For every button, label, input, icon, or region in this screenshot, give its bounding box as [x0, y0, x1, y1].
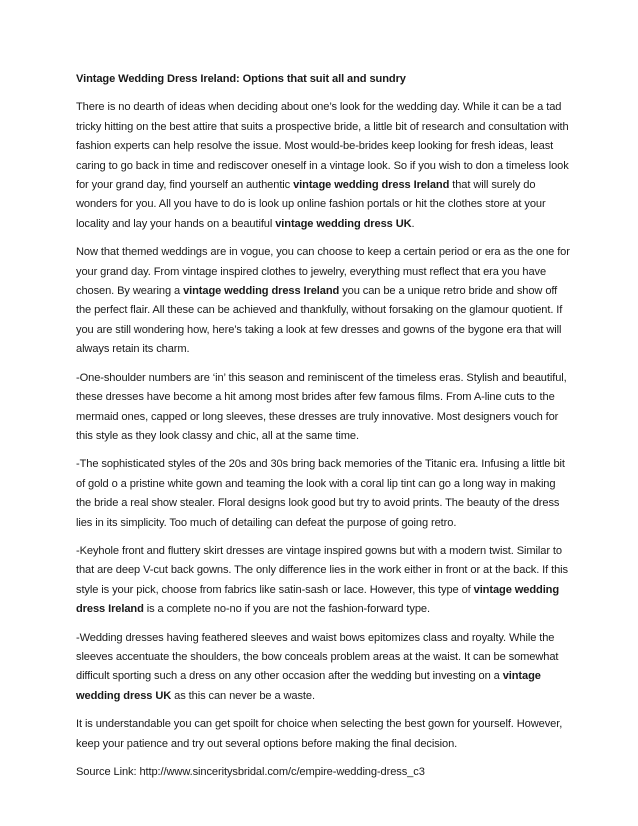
document-body [76, 70, 570, 791]
keyword-vintage-wedding-dress-ireland: vintage wedding dress Ireland [183, 285, 340, 298]
paragraph-text: Now that themed weddings are in vogue, you can choose to keep a certain period or era as the one for your grand day. From vintage inspired clothes to jewelry, everything must reflect that era you have chosen. By wearing a [76, 246, 570, 298]
document-title: Vintage Wedding Dress Ireland: Options that suit all and sundry [76, 73, 406, 85]
paragraph-20s-30s-styles: -The sophisticated styles of the 20s and 30s bring back memories of the Titanic era. Infusing a little bit of gold o a pristine white gown and teaming the look with a coral lip tint can go a long way in making the bride a real show stealer. Floral designs look good but try to avoid prints. The beauty of the dress lies in its simplicity. Too much of detailing can defeat the purpose of going retro. [76, 458, 565, 529]
paragraph-text: as this can never be a waste. [171, 689, 315, 702]
paragraph-intro [76, 98, 570, 234]
keyword-vintage-wedding-dress-ireland: vintage wedding dress Ireland [76, 583, 560, 616]
paragraph-text: you can be a unique retro bride and show off the perfect flair. All these can be achieved and thankfully, without forsaking on the glamour quotient. If you are still wondering how, here’s taking a look at few dresses and gowns of the bygone era that will always retain its charm. [76, 285, 563, 356]
paragraph-text: There is no dearth of ideas when deciding about one’s look for the wedding day. While it can be a tad tricky hitting on the best attire that suits a prospective bride, a little bit of research and consultation with fashion experts can help resolve the issue. Most would-be-brides keep looking for fresh ideas, least caring to go back in time and rediscover oneself in a vintage look. So if you wish to don a timeless look for your grand day, find yourself an authentic [76, 101, 569, 192]
paragraph-themed-weddings [76, 243, 570, 359]
keyword-vintage-wedding-dress-uk: vintage wedding dress UK [275, 217, 412, 230]
paragraph-text: is a complete no-no if you are not the fashion-forward type. [143, 603, 430, 616]
paragraph-conclusion: It is understandable you can get spoilt for choice when selecting the best gown for yourself. However, keep your patience and try out several options before making the final decision. [76, 718, 563, 750]
keyword-vintage-wedding-dress-uk: vintage wedding dress UK [76, 670, 541, 702]
paragraph-feathered-sleeves [76, 629, 570, 707]
paragraph-text: that will surely do wonders for you. All you have to do is look up online fashion portals or hit the clothes store at your locality and lay your hands on a beautiful [76, 179, 546, 230]
paragraph-text: -Keyhole front and fluttery skirt dresses are vintage inspired gowns but with a modern twist. Similar to that are deep V-cut back gowns. The only difference lies in the work either in front or at the back. If this style is your pick, choose from fabrics like satin-sash or lace. However, this type of [76, 544, 568, 596]
keyword-vintage-wedding-dress-ireland: vintage wedding dress Ireland [293, 179, 450, 192]
paragraph-one-shoulder: -One-shoulder numbers are ‘in’ this season and reminiscent of the timeless eras. Stylish and beautiful, these dresses have become a hit among most brides after few famous films. From A-line cuts to the mermaid ones, capped or long sleeves, these dresses are truly innovative. Most designers vouch for this style as they look classy and chic, all at the same time. [76, 371, 567, 442]
paragraph-text: . [411, 217, 415, 230]
paragraph-text: -Wedding dresses having feathered sleeves and waist bows epitomizes class and royalty. While the sleeves accentuate the shoulders, the bow conceals problem areas at the waist. It can be somewhat difficult sporting such a dress on any other occasion after the wedding but investing on a [76, 631, 559, 683]
paragraph-keyhole-front [76, 542, 570, 620]
source-link: Source Link: http://www.sinceritysbridal.com/c/empire-wedding-dress_c3 [76, 766, 425, 778]
